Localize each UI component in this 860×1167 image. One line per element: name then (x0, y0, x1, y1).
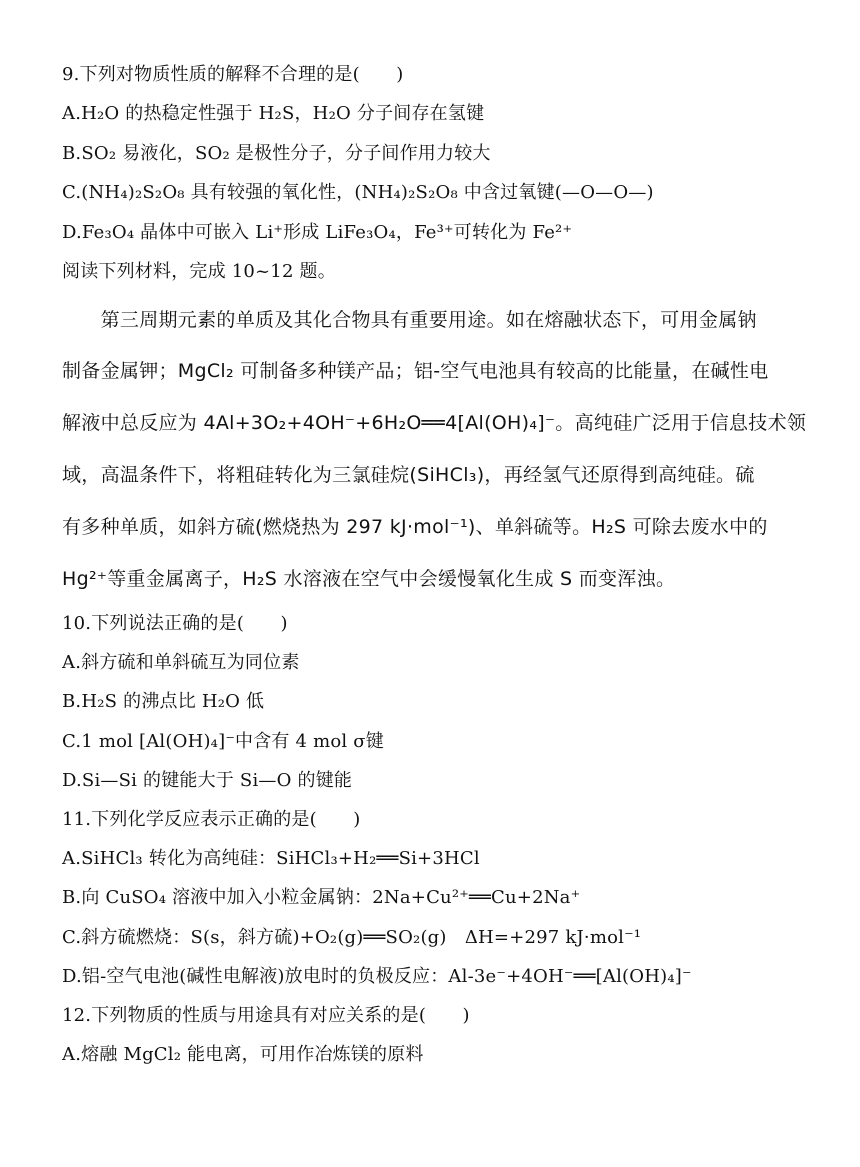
q9-option-d: D.Fe₃O₄ 晶体中可嵌入 Li⁺形成 LiFe₃O₄，Fe³⁺可转化为 Fe²⁺ (62, 222, 573, 243)
q10-option-d: D.Si—Si 的键能大于 Si—O 的键能 (62, 770, 353, 791)
q12-option-a: A.熔融 MgCl₂ 能电离，可用作冶炼镁的原料 (62, 1044, 424, 1065)
q10-stem: 10.下列说法正确的是( ) (62, 613, 288, 634)
q9-option-c: C.(NH₄)₂S₂O₈ 具有较强的氧化性，(NH₄)₂S₂O₈ 中含过氧键(—O—O—) (62, 182, 654, 203)
material-line-3: 解液中总反应为 4Al+3O₂+4OH⁻+6H₂O══4[Al(OH)₄]⁻。高纯硅广泛用于信息技术领 (62, 412, 807, 434)
reading-intro: 阅读下列材料，完成 10~12 题。 (62, 261, 336, 282)
material-line-4: 域，高温条件下，将粗硅转化为三氯硅烷(SiHCl₃)，再经氢气还原得到高纯硅。硫 (62, 464, 755, 486)
q10-option-a: A.斜方硫和单斜硫互为同位素 (62, 652, 300, 673)
q11-option-d: D.铝-空气电池(碱性电解液)放电时的负极反应：Al-3e⁻+4OH⁻══[Al(OH)₄]⁻ (62, 966, 692, 987)
q9-option-a: A.H₂O 的热稳定性强于 H₂S，H₂O 分子间存在氢键 (62, 103, 485, 124)
q11-stem: 11.下列化学反应表示正确的是( ) (62, 809, 361, 830)
q10-option-b: B.H₂S 的沸点比 H₂O 低 (62, 691, 265, 712)
q11-option-a: A.SiHCl₃ 转化为高纯硅：SiHCl₃+H₂══Si+3HCl (62, 848, 480, 869)
q12-stem: 12.下列物质的性质与用途具有对应关系的是( ) (62, 1005, 470, 1026)
material-line-1: 第三周期元素的单质及其化合物具有重要用途。如在熔融状态下，可用金属钠 (62, 309, 757, 331)
q10-option-c: C.1 mol [Al(OH)₄]⁻中含有 4 mol σ键 (62, 731, 384, 752)
q9-option-b: B.SO₂ 易液化，SO₂ 是极性分子，分子间作用力较大 (62, 143, 491, 164)
q11-option-b: B.向 CuSO₄ 溶液中加入小粒金属钠：2Na+Cu²⁺══Cu+2Na⁺ (62, 887, 581, 908)
material-line-5: 有多种单质，如斜方硫(燃烧热为 297 kJ·mol⁻¹)、单斜硫等。H₂S 可除去废水中的 (62, 516, 768, 538)
material-line-6: Hg²⁺等重金属离子，H₂S 水溶液在空气中会缓慢氧化生成 S 而变浑浊。 (62, 568, 676, 590)
material-line-2: 制备金属钾；MgCl₂ 可制备多种镁产品；铝-空气电池具有较高的比能量，在碱性电 (62, 360, 769, 382)
q9-stem: 9.下列对物质性质的解释不合理的是( ) (62, 64, 404, 85)
q11-option-c: C.斜方硫燃烧：S(s，斜方硫)+O₂(g)══SO₂(g) ΔH=+297 kJ·mol⁻¹ (62, 927, 642, 948)
